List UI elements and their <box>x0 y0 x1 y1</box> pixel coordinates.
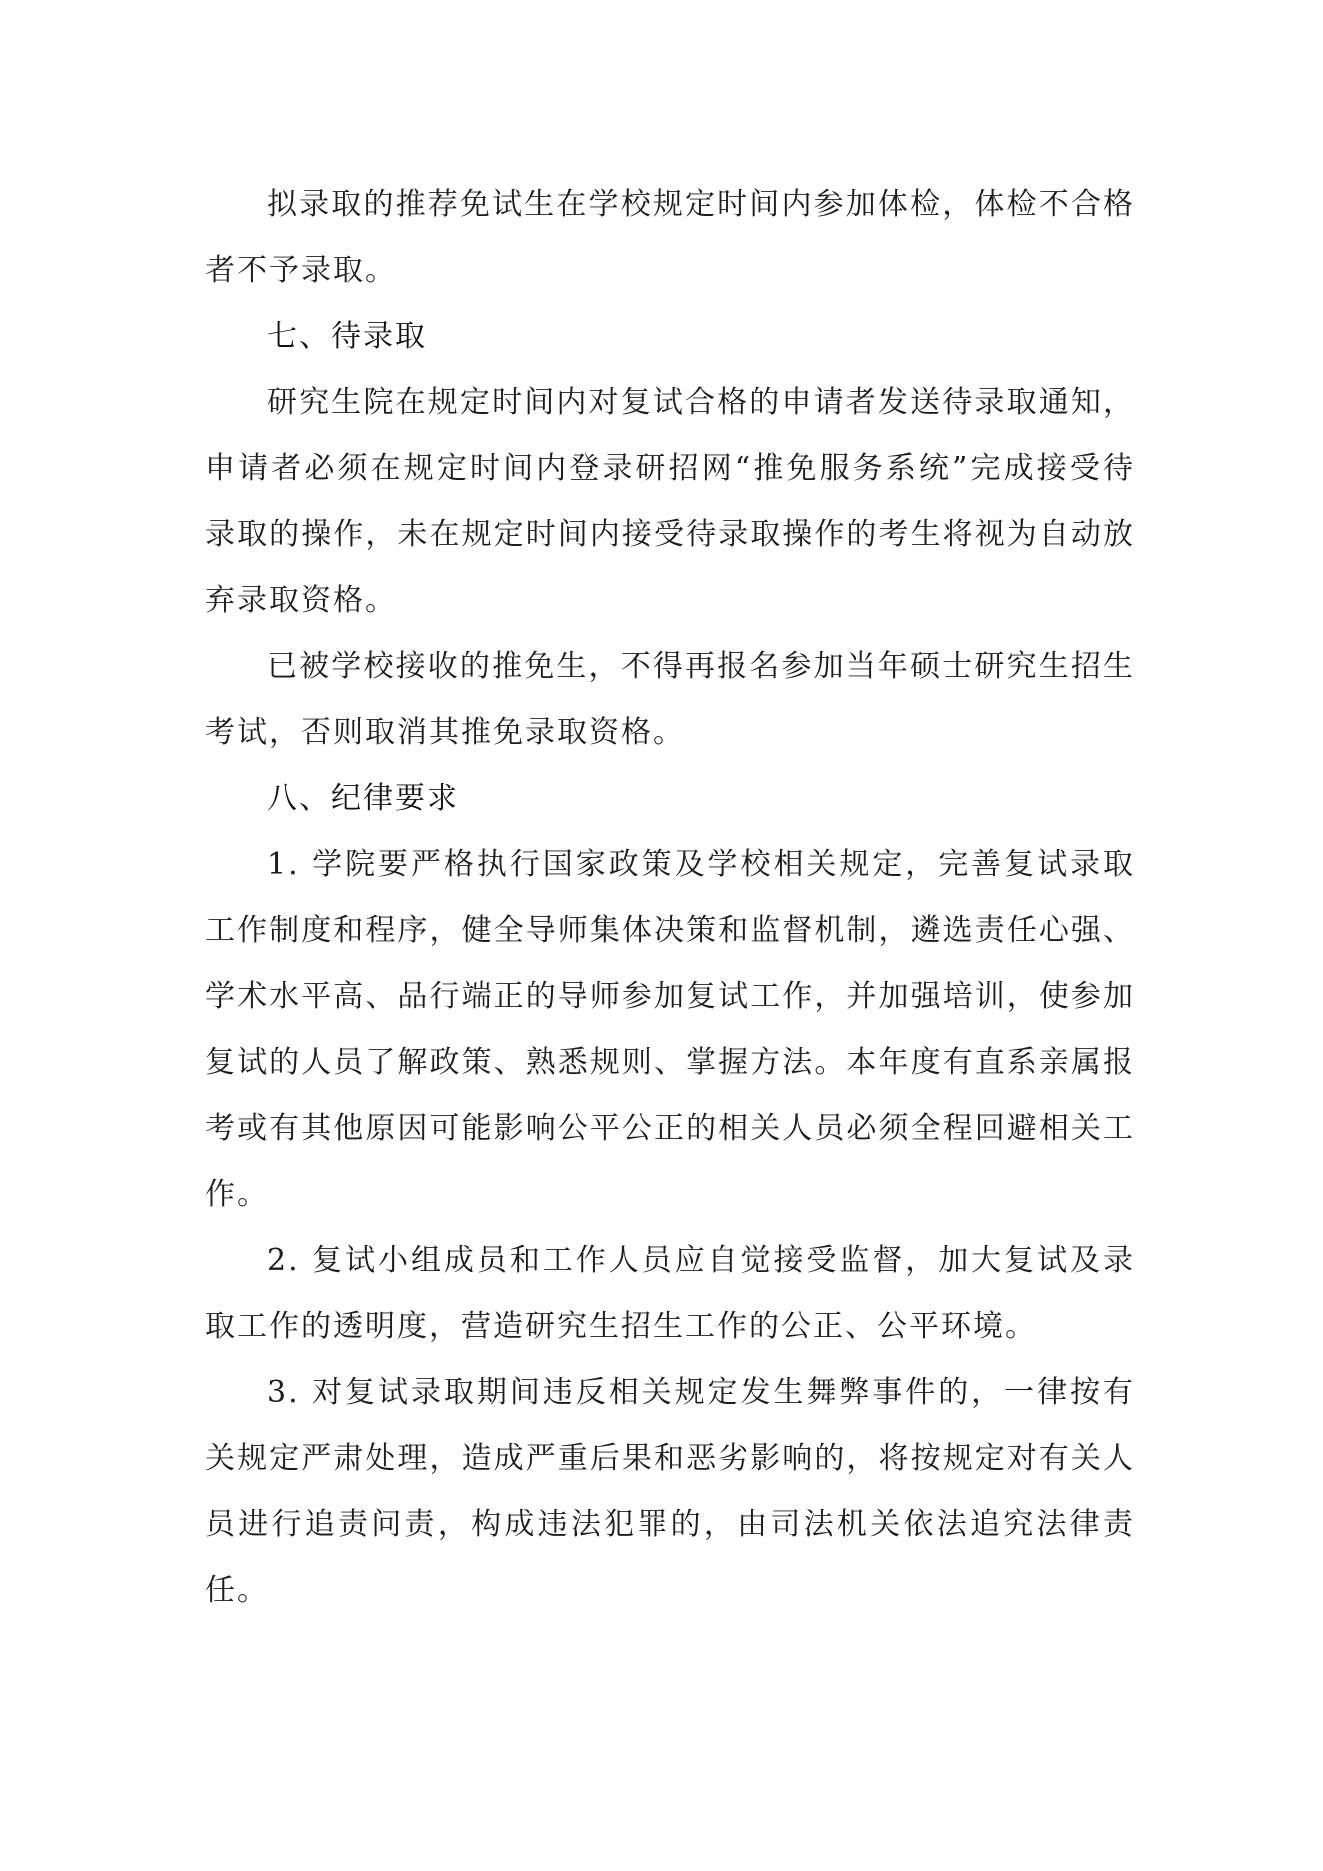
section-8-heading: 八、纪律要求 <box>267 781 459 816</box>
discipline-item-1: 1. 学院要严格执行国家政策及学校相关规定，完善复试录取工作制度和程序，健全导师集体决策和监督机制，遴选责任心强、学术水平高、品行端正的导师参加复试工作，并加强培训，使参加复试的人员了解政策、熟悉规则、掌握方法。本年度有直系亲属报考或有其他原因可能影响公平公正的相关人员必须全程回避相关工作。 <box>205 847 1135 1212</box>
physical-exam-paragraph: 拟录取的推荐免试生在学校规定时间内参加体检，体检不合格者不予录取。 <box>205 187 1135 288</box>
discipline-item-3: 3. 对复试录取期间违反相关规定发生舞弊事件的，一律按有关规定严肃处理，造成严重后果和恶劣影响的，将按规定对有关人员进行追责问责，构成违法犯罪的，由司法机关依法追究法律责任。 <box>205 1375 1135 1608</box>
pending-admission-paragraph: 研究生院在规定时间内对复试合格的申请者发送待录取通知，申请者必须在规定时间内登录研招网“推免服务系统”完成接受待录取的操作，未在规定时间内接受待录取操作的考生将视为自动放弃录取资格。 <box>205 385 1135 618</box>
document-body <box>205 172 1135 1624</box>
accepted-students-paragraph: 已被学校接收的推免生，不得再报名参加当年硕士研究生招生考试，否则取消其推免录取资格。 <box>205 649 1135 750</box>
section-7-heading: 七、待录取 <box>267 319 427 354</box>
discipline-item-2: 2. 复试小组成员和工作人员应自觉接受监督，加大复试及录取工作的透明度，营造研究生招生工作的公正、公平环境。 <box>205 1243 1135 1344</box>
